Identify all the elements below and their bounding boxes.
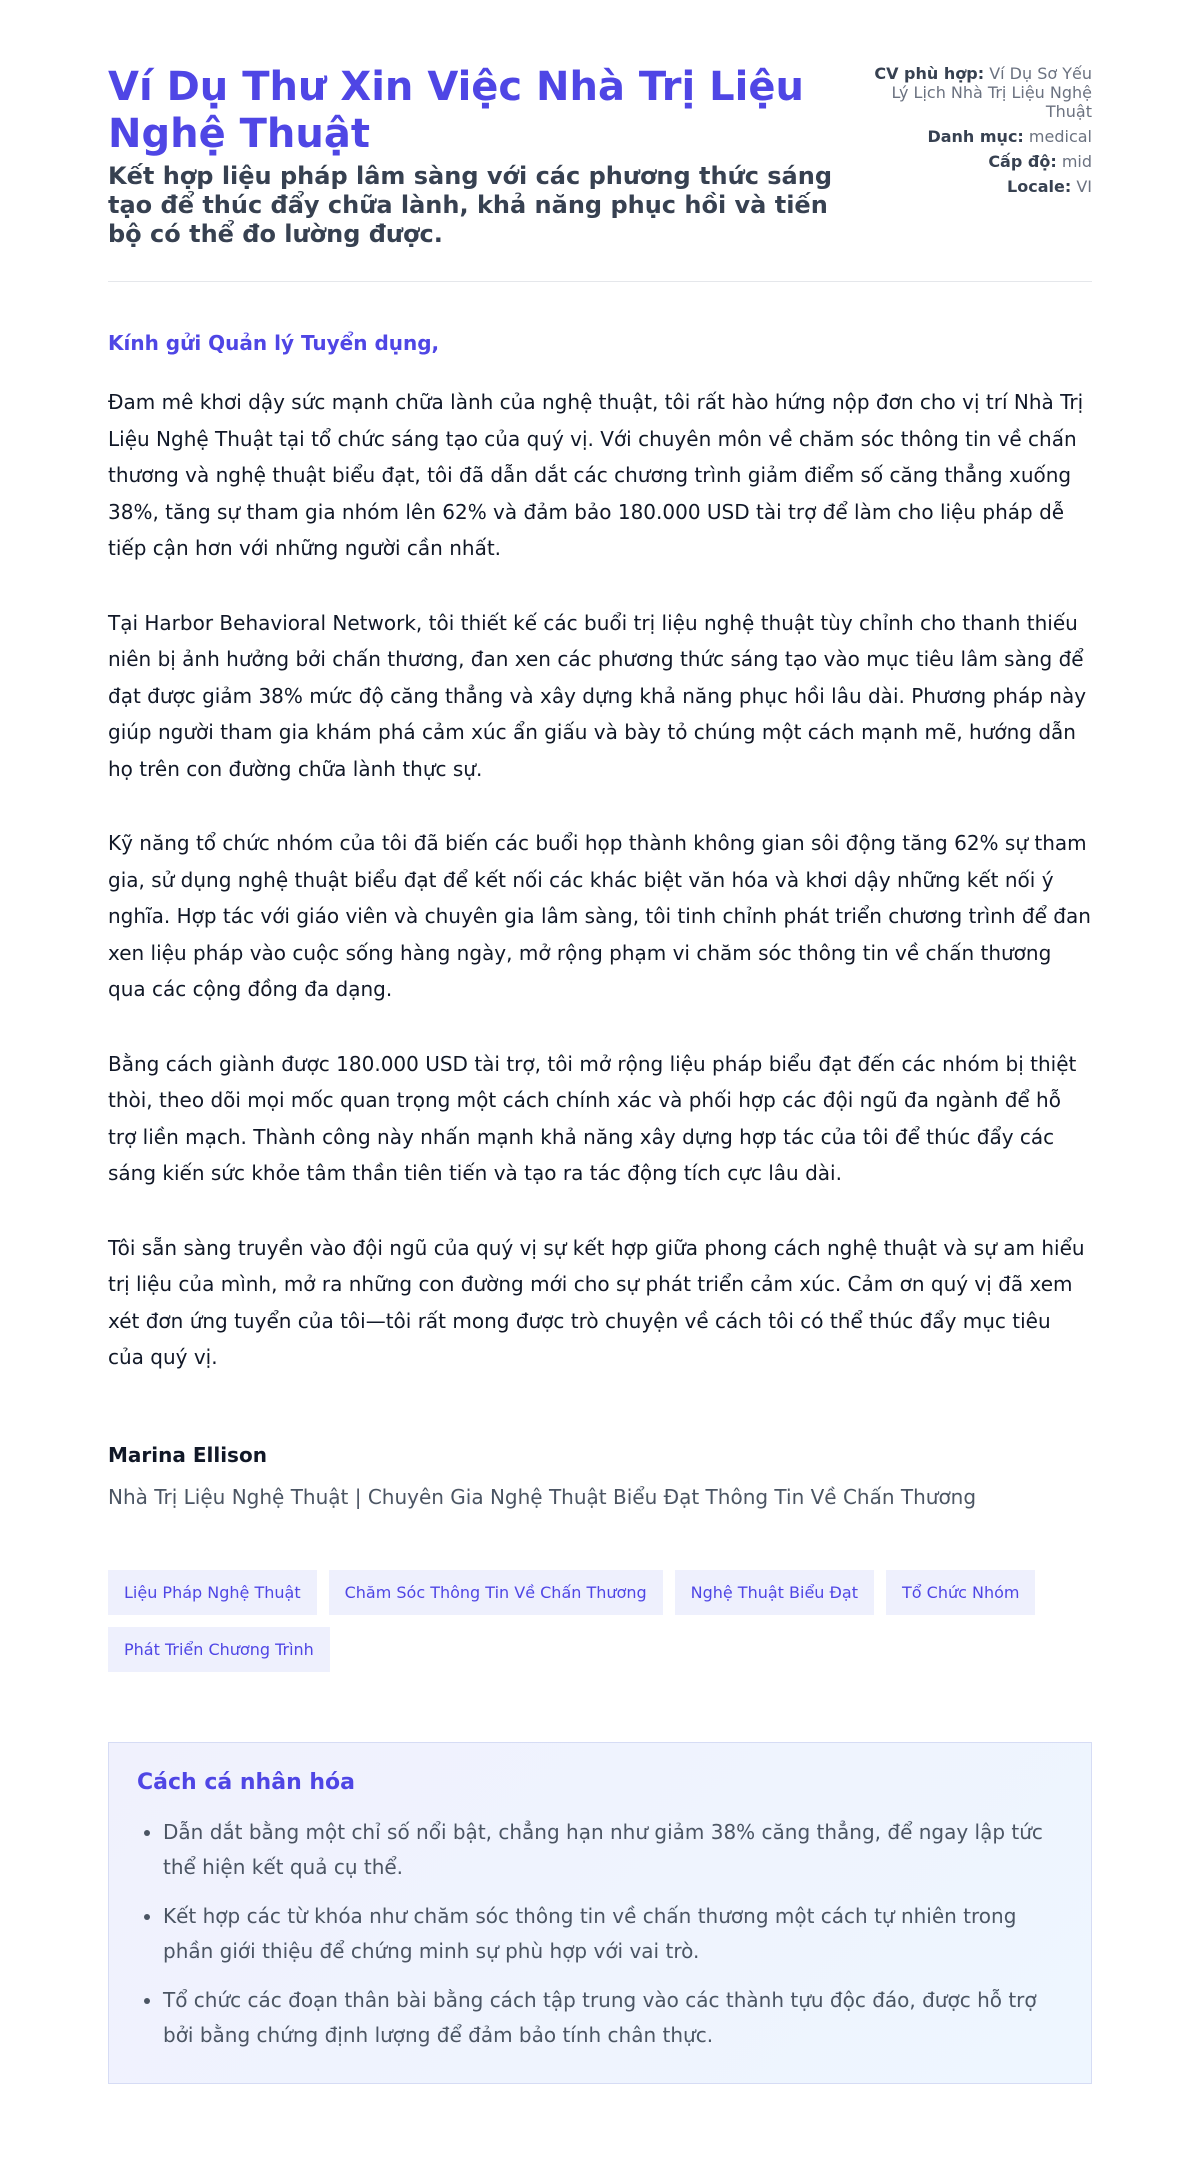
- tips-item: • Kết hợp các từ khóa như chăm sóc thông tin về chấn thương một cách tự nhiên trong phần giới thiệu để chứng minh sự phù hợp với vai trò.: [163, 1899, 1063, 1969]
- tips-item: • Dẫn dắt bằng một chỉ số nổi bật, chẳng hạn như giảm 38% căng thẳng, để ngay lập tức thể hiện kết quả cụ thể.: [163, 1815, 1063, 1885]
- skill-tag: Phát Triển Chương Trình: [108, 1627, 330, 1672]
- skill-tags: [108, 1570, 1092, 1672]
- meta-locale: [872, 177, 1092, 196]
- tips-list: [137, 1815, 1063, 2053]
- header-titles: [108, 64, 848, 249]
- signature-title: Nhà Trị Liệu Nghệ Thuật | Chuyên Gia Nghệ Thuật Biểu Đạt Thông Tin Về Chấn Thương: [108, 1484, 977, 1509]
- letter-paragraph: Tôi sẵn sàng truyền vào đội ngũ của quý vị sự kết hợp giữa phong cách nghệ thuật và sự am hiểu trị liệu của mình, mở ra những con đường mới cho sự phát triển cảm xúc. Cảm ơn quý vị đã xem xét đơn ứng tuyển của tôi—tôi rất mong được trò chuyện về cách tôi có thể thúc đẩy mục tiêu của quý vị.: [108, 1235, 1085, 1369]
- personalization-tips-box: [108, 1742, 1092, 2084]
- meta-level: [872, 152, 1092, 171]
- letter-paragraph: Đam mê khơi dậy sức mạnh chữa lành của nghệ thuật, tôi rất hào hứng nộp đơn cho vị trí Nhà Trị Liệu Nghệ Thuật tại tổ chức sáng tạo của quý vị. Với chuyên môn về chăm sóc thông tin về chấn thương và nghệ thuật biểu đạt, tôi đã dẫn dắt các chương trình giảm điểm số căng thẳng xuống 38%, tăng sự tham gia nhóm lên 62% và đảm bảo 180.000 USD tài trợ để làm cho liệu pháp dễ tiếp cận hơn với những người cần nhất.: [108, 390, 1084, 560]
- meta-category: [872, 127, 1092, 146]
- skill-tag: Liệu Pháp Nghệ Thuật: [108, 1570, 317, 1615]
- skill-tag: Chăm Sóc Thông Tin Về Chấn Thương: [329, 1570, 663, 1615]
- letter-paragraph: Tại Harbor Behavioral Network, tôi thiết kế các buổi trị liệu nghệ thuật tùy chỉnh cho thanh thiếu niên bị ảnh hưởng bởi chấn thương, đan xen các phương thức sáng tạo vào mục tiêu lâm sàng để đạt được giảm 38% mức độ căng thẳng và xây dựng khả năng phục hồi lâu dài. Phương pháp này giúp người tham gia khám phá cảm xúc ẩn giấu và bày tỏ chúng một cách mạnh mẽ, hướng dẫn họ trên con đường chữa lành thực sự.: [108, 610, 1087, 781]
- letter-paragraph: Bằng cách giành được 180.000 USD tài trợ, tôi mở rộng liệu pháp biểu đạt đến các nhóm bị thiệt thòi, theo dõi mọi mốc quan trọng một cách chính xác và phối hợp các đội ngũ đa ngành để hỗ trợ liền mạch. Thành công này nhấn mạnh khả năng xây dựng hợp tác của tôi để thúc đẩy các sáng kiến sức khỏe tâm thần tiên tiến và tạo ra tác động tích cực lâu dài.: [108, 1051, 1077, 1185]
- meta-panel: [872, 64, 1092, 202]
- meta-resume-key: CV phù hợp:: [874, 64, 985, 83]
- letter-paragraph: Kỹ năng tổ chức nhóm của tôi đã biến các buổi họp thành không gian sôi động tăng 62% sự tham gia, sử dụng nghệ thuật biểu đạt để kết nối các khác biệt văn hóa và khơi dậy những kết nối ý nghĩa. Hợp tác với giáo viên và chuyên gia lâm sàng, tôi tinh chỉnh phát triển chương trình để đan xen liệu pháp vào cuộc sống hàng ngày, mở rộng phạm vi chăm sóc thông tin về chấn thương qua các cộng đồng đa dạng.: [108, 831, 1091, 1001]
- skill-tag: Tổ Chức Nhóm: [886, 1570, 1035, 1615]
- page-title: Ví Dụ Thư Xin Việc Nhà Trị Liệu Nghệ Thuật: [108, 64, 804, 157]
- meta-level-value: mid: [1061, 152, 1092, 171]
- skill-tag: Nghệ Thuật Biểu Đạt: [675, 1570, 874, 1615]
- meta-resume: [872, 64, 1092, 121]
- meta-locale-value: VI: [1076, 177, 1092, 196]
- meta-category-key: Danh mục:: [927, 127, 1024, 146]
- meta-resume-value: Ví Dụ Sơ Yếu Lý Lịch Nhà Trị Liệu Nghệ Thuật: [891, 64, 1092, 121]
- meta-level-key: Cấp độ:: [988, 152, 1057, 171]
- letter-body: [108, 384, 1092, 1376]
- signature-block: [108, 1442, 1092, 1510]
- meta-locale-key: Locale:: [1007, 177, 1072, 196]
- tips-item: • Tổ chức các đoạn thân bài bằng cách tập trung vào các thành tựu độc đáo, được hỗ trợ bởi bằng chứng định lượng để đảm bảo tính chân thực.: [163, 1983, 1063, 2053]
- letter-salutation: Kính gửi Quản lý Tuyển dụng,: [108, 331, 440, 355]
- meta-category-value: medical: [1028, 127, 1092, 146]
- page-header: [108, 64, 1092, 282]
- tips-title: Cách cá nhân hóa: [137, 1769, 356, 1795]
- signature-name: Marina Ellison: [108, 1442, 267, 1467]
- page-subtitle: Kết hợp liệu pháp lâm sàng với các phương thức sáng tạo để thúc đẩy chữa lành, khả năng phục hồi và tiến bộ có thể đo lường được.: [108, 162, 833, 248]
